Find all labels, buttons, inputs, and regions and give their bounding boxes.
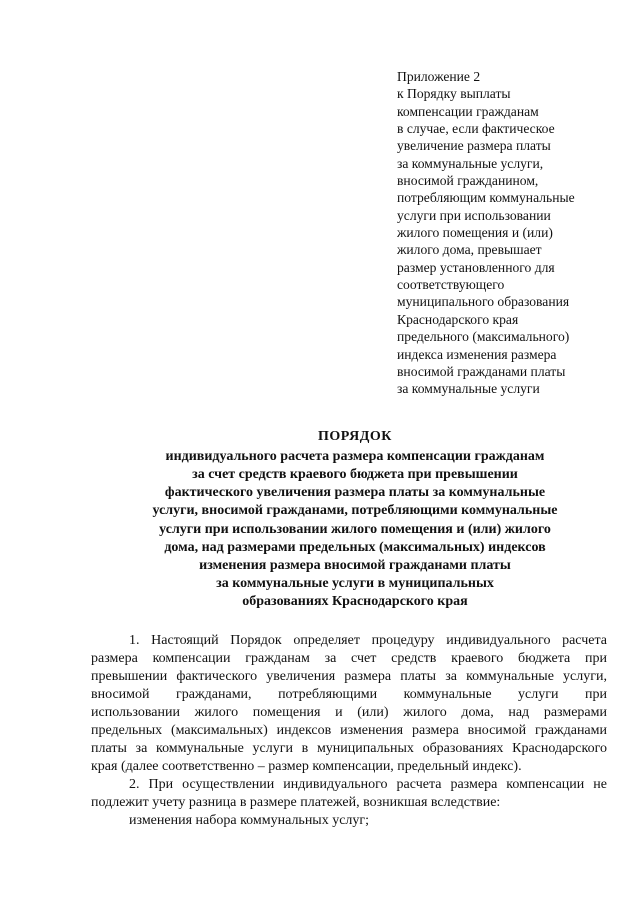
appendix-line: потребляющим коммунальные — [397, 190, 575, 206]
title-line: индивидуального расчета размера компенсации гражданам — [165, 449, 545, 464]
paragraph-3 — [91, 812, 607, 830]
paragraph-line: превышении фактического увеличения размера платы за коммунальные услуги, — [91, 669, 607, 684]
paragraph-line: размера компенсации гражданам за счет средств краевого бюджета при — [91, 651, 607, 666]
paragraph-line: вносимой гражданами, потребляющими коммунальные услуги при — [91, 687, 607, 702]
appendix-line: предельного (максимального) — [397, 329, 570, 345]
appendix-line: жилого помещения и (или) — [397, 225, 553, 241]
appendix-line: увеличение размера платы — [397, 138, 551, 154]
title-line: за счет средств краевого бюджета при превышении — [192, 467, 518, 483]
appendix-line: за коммунальные услуги, — [397, 155, 544, 171]
paragraph-line: использовании жилого помещения и (или) жилого дома, над размерами — [91, 705, 607, 720]
appendix-line: услуги при использовании — [397, 207, 551, 223]
paragraph-line: подлежит учету разница в размере платежей, возникшая вследствие: — [91, 795, 501, 810]
title-line: услуги, вносимой гражданами, потребляющими коммунальные — [152, 503, 558, 519]
title-line: фактического увеличения размера платы за коммунальные — [164, 485, 546, 501]
title-line: изменения размера вносимой гражданами платы — [199, 557, 511, 573]
paragraph-line: платы за коммунальные услуги в муниципальных образованиях Краснодарского — [91, 741, 607, 756]
document-title — [100, 428, 610, 611]
appendix-line: индекса изменения размера — [397, 346, 557, 362]
appendix-line: жилого дома, превышает — [397, 242, 542, 258]
appendix-line: в случае, если фактическое — [397, 121, 555, 137]
appendix-line: размер установленного для — [397, 259, 555, 275]
paragraph-line: 1. Настоящий Порядок определяет процедуру индивидуального расчета — [129, 633, 607, 648]
paragraph-line: края (далее соответственно – размер компенсации, предельный индекс). — [91, 759, 522, 774]
title-line: дома, над размерами предельных (максимальных) индексов — [164, 539, 546, 555]
appendix-header — [397, 68, 637, 398]
title-line: образованиях Краснодарского края — [242, 594, 468, 610]
appendix-line: вносимой гражданином, — [397, 173, 539, 189]
appendix-line: Краснодарского края — [397, 311, 519, 327]
paragraph-line: предельных (максимальных) индексов изменения размера вносимой гражданами — [91, 723, 607, 738]
paragraph-line: изменения набора коммунальных услуг; — [129, 813, 370, 828]
appendix-line: Приложение 2 — [397, 69, 481, 84]
appendix-line: вносимой гражданами платы — [397, 363, 566, 379]
paragraph-line: 2. При осуществлении индивидуального расчета размера компенсации не — [129, 777, 607, 792]
appendix-line: соответствующего — [397, 277, 505, 293]
appendix-line: к Порядку выплаты — [397, 86, 511, 102]
title-line: за коммунальные услуги в муниципальных — [216, 576, 494, 592]
document-body — [91, 632, 607, 830]
appendix-line: муниципального образования — [397, 294, 570, 310]
appendix-line: за коммунальные услуги — [397, 381, 540, 397]
title-line: услуги при использовании жилого помещения и (или) жилого — [159, 521, 551, 537]
appendix-line: компенсации гражданам — [397, 103, 539, 119]
paragraph-2 — [91, 776, 607, 812]
paragraph-1 — [91, 632, 607, 776]
title-heading: ПОРЯДОК — [318, 429, 392, 444]
